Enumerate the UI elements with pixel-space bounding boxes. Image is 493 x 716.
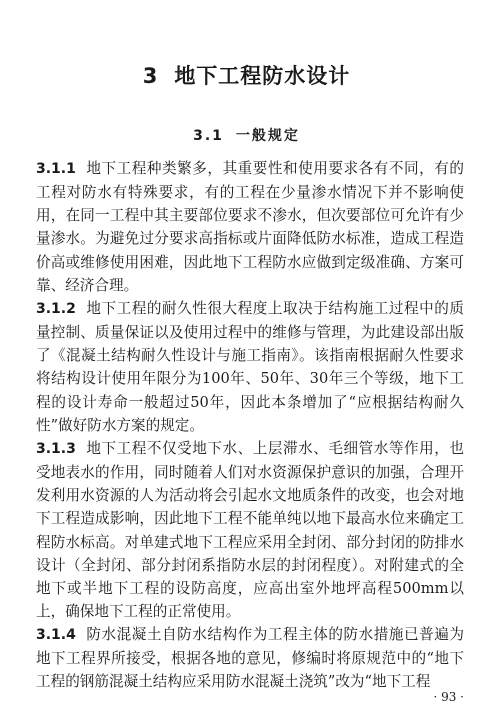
clause-3-1-3 — [36, 437, 464, 623]
body-text — [36, 157, 464, 694]
clause-number: 3.1.3 — [36, 440, 76, 457]
chapter-title — [0, 60, 493, 90]
section-title-text: 一般规定 — [235, 128, 300, 144]
chapter-title-text: 地下工程防水设计 — [174, 64, 351, 88]
clause-number: 3.1.4 — [36, 627, 76, 644]
clause-3-1-4 — [36, 623, 464, 693]
clause-text: 地下工程种类繁多，其重要性和使用要求各有不同，有的工程对防水有特殊要求，有的工程在少量渗水情况下并不影响使用，在同一工程中其主要部位要求不渗水，但次要部位可允许有少量渗水。为避免过分要求高指标或片面降低防水标准，造成工程造价高或维修使用困难，因此地下工程防水应做到定级准确、方案可靠、经济合理。 — [36, 160, 464, 294]
section-title — [0, 125, 493, 145]
page-number: · 93 · — [433, 690, 464, 704]
clause-text: 地下工程的耐久性很大程度上取决于结构施工过程中的质量控制、质量保证以及使用过程中的维修与管理，为此建设部出版了《混凝土结构耐久性设计与施工指南》。该指南根据耐久性要求将结构设计使用年限分为100年、50年、30年三个等级，地下工程的设计寿命一般超过50年，因此本条增加了“应根据结构耐久性”做好防水方案的规定。 — [36, 299, 464, 434]
clause-text: 防水混凝土自防水结构作为工程主体的防水措施已普遍为地下工程界所接受，根据各地的意见，修编时将原规范中的“地下工程的钢筋混凝土结构应采用防水混凝土浇筑”改为“地下工程 — [36, 626, 464, 691]
section-number: 3.1 — [193, 128, 224, 144]
clause-3-1-2 — [36, 297, 464, 437]
clause-number: 3.1.1 — [36, 161, 76, 177]
clause-number: 3.1.2 — [36, 300, 76, 317]
clause-text: 地下工程不仅受地下水、上层滞水、毛细管水等作用，也受地表水的作用，同时随着人们对水资源保护意识的加强，合理开发利用水资源的人为活动将会引起水文地质条件的改变，也会对地下工程造成影响，因此地下工程不能单纯以地下最高水位来确定工程防水标高。对单建式地下工程应采用全封闭、部分封闭的防排水设计（全封闭、部分封闭系指防水层的封闭程度）。对附建式的全地下或半地下工程的设防高度，应高出室外地坪高程500mm以上，确保地下工程的正常使用。 — [36, 439, 464, 620]
chapter-number: 3 — [142, 64, 159, 88]
clause-3-1-1 — [36, 157, 464, 297]
